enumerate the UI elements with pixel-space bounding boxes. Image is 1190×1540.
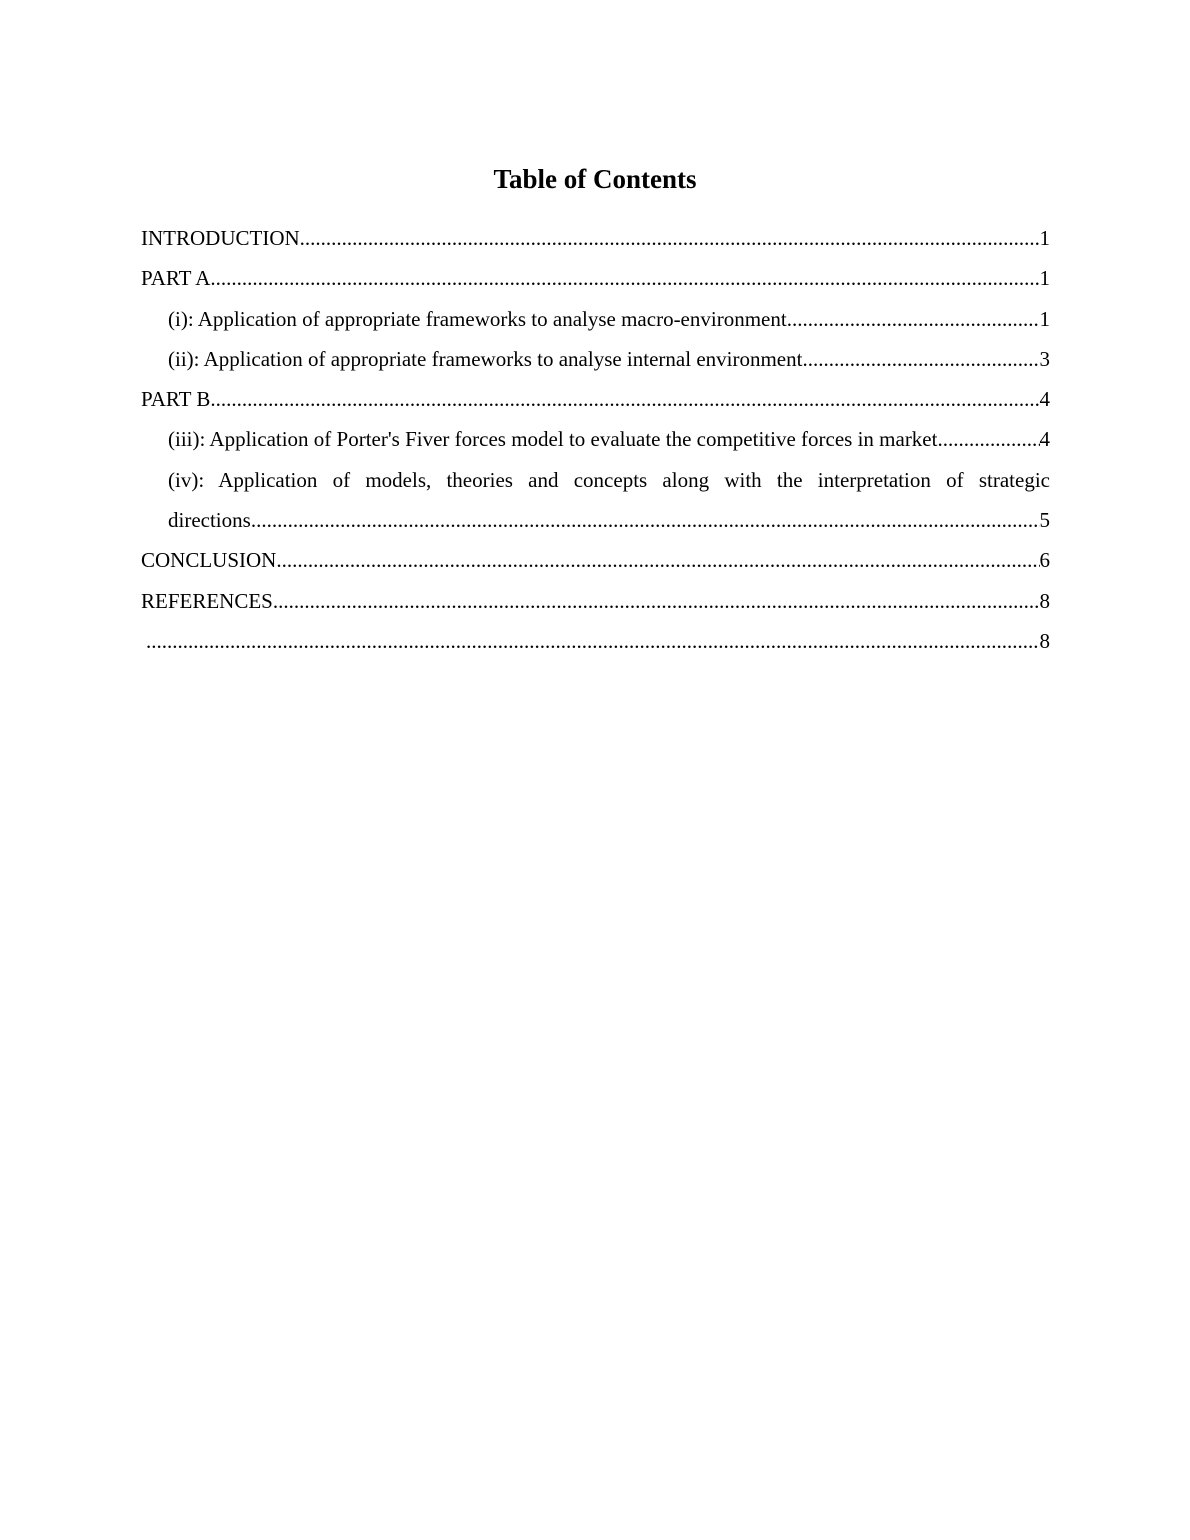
toc-entry-label: CONCLUSION bbox=[141, 548, 277, 573]
dot-leader bbox=[210, 258, 1039, 298]
dot-leader bbox=[276, 540, 1039, 580]
toc-entry-section-iii[interactable] bbox=[141, 419, 1050, 459]
dot-leader bbox=[787, 299, 1040, 339]
toc-entry-page: 4 bbox=[1039, 427, 1050, 452]
toc-entry-page: 1 bbox=[1039, 266, 1050, 291]
toc-entry-introduction[interactable] bbox=[141, 218, 1050, 258]
toc-entry-references[interactable] bbox=[141, 581, 1050, 621]
toc-entry-page: 4 bbox=[1039, 387, 1050, 412]
toc-entry-page: 8 bbox=[1039, 628, 1050, 653]
toc-entry-label-line2: directions bbox=[168, 508, 251, 533]
toc-entry-page: 6 bbox=[1039, 548, 1050, 573]
toc-entry-page: 3 bbox=[1039, 346, 1050, 371]
toc-entry-label: (iii): Application of Porter's Fiver forces model to evaluate the competitive forces in market bbox=[168, 427, 938, 452]
toc-entry-untitled[interactable] bbox=[141, 621, 1050, 661]
toc-entry-part-b[interactable] bbox=[141, 379, 1050, 419]
dot-leader bbox=[937, 419, 1039, 459]
dot-leader bbox=[251, 500, 1040, 540]
dot-leader bbox=[273, 581, 1040, 621]
toc-entry-section-iv[interactable] bbox=[141, 460, 1050, 541]
toc-entry-label: REFERENCES bbox=[141, 588, 273, 613]
toc-entry-page: 5 bbox=[1039, 508, 1050, 533]
dot-leader bbox=[300, 218, 1040, 258]
toc-entry-page: 8 bbox=[1039, 588, 1050, 613]
dot-leader bbox=[210, 379, 1039, 419]
toc-entry-conclusion[interactable] bbox=[141, 540, 1050, 580]
toc-entry-label: INTRODUCTION bbox=[141, 226, 300, 250]
toc-entry-section-ii[interactable] bbox=[141, 339, 1050, 379]
toc-entry-continuation bbox=[168, 500, 1050, 540]
toc-entry-label-line1: (iv): Application of models, theories and concepts along with the interpretation of strategic bbox=[168, 467, 1050, 492]
toc-list bbox=[141, 218, 1050, 661]
toc-entry-section-i[interactable] bbox=[141, 299, 1050, 339]
dot-leader bbox=[146, 621, 1040, 661]
toc-entry-label: PART B bbox=[141, 387, 211, 412]
dot-leader bbox=[802, 339, 1039, 379]
toc-entry-page: 1 bbox=[1039, 306, 1050, 331]
toc-entry-part-a[interactable] bbox=[141, 258, 1050, 298]
toc-entry-label: (i): Application of appropriate frameworks to analyse macro-environment bbox=[168, 306, 787, 331]
toc-entry-page: 1 bbox=[1039, 226, 1050, 250]
toc-entry-label: (ii): Application of appropriate frameworks to analyse internal environment bbox=[168, 346, 803, 371]
toc-title: Table of Contents bbox=[493, 164, 697, 194]
toc-entry-label: PART A bbox=[141, 266, 211, 291]
